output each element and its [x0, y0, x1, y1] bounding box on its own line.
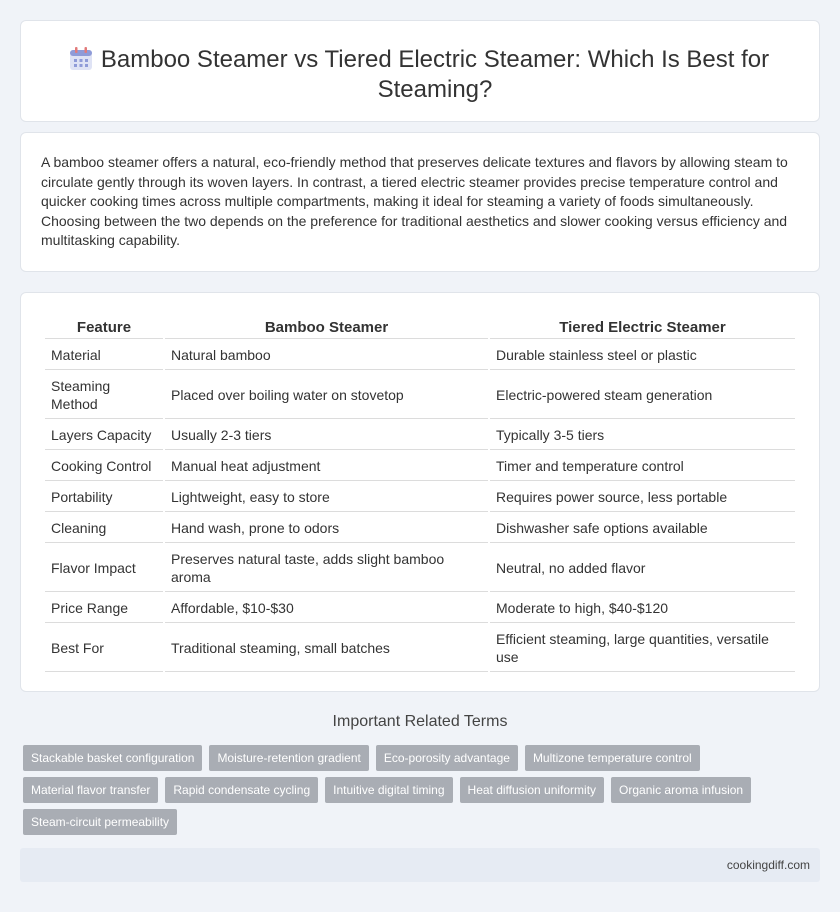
term-tag[interactable]: Organic aroma infusion [611, 777, 751, 803]
cell-electric: Timer and temperature control [490, 452, 795, 481]
intro-card [20, 132, 820, 272]
cell-feature: Layers Capacity [45, 421, 163, 450]
cell-electric: Typically 3-5 tiers [490, 421, 795, 450]
table-row [45, 594, 795, 623]
cell-electric: Electric-powered steam generation [490, 372, 795, 419]
cell-electric: Requires power source, less portable [490, 483, 795, 512]
intro-paragraph: A bamboo steamer offers a natural, eco-friendly method that preserves delicate textures and flavors by allowing steam to circulate gently through its woven layers. In contrast, a tiered electric steamer provides precise temperature control and quicker cooking times across multiple compartments, making it ideal for steaming a variety of foods simultaneously. Choosing between the two depends on the preference for traditional aesthetics and slower cooking versus efficiency and multitasking capability. [41, 154, 788, 248]
table-row [45, 514, 795, 543]
footer-site-link[interactable]: cookingdiff.com [726, 858, 810, 872]
comparison-table [43, 313, 797, 674]
cell-feature: Flavor Impact [45, 545, 163, 592]
table-row [45, 372, 795, 419]
term-tag[interactable]: Intuitive digital timing [325, 777, 452, 803]
cell-feature: Portability [45, 483, 163, 512]
cell-bamboo: Manual heat adjustment [165, 452, 488, 481]
cell-electric: Dishwasher safe options available [490, 514, 795, 543]
cell-bamboo: Affordable, $10-$30 [165, 594, 488, 623]
cell-electric: Efficient steaming, large quantities, versatile use [490, 625, 795, 672]
table-row [45, 341, 795, 370]
term-tag[interactable]: Rapid condensate cycling [165, 777, 318, 803]
term-tag[interactable]: Material flavor transfer [23, 777, 158, 803]
related-terms-title: Important Related Terms [332, 713, 508, 730]
cell-electric: Moderate to high, $40-$120 [490, 594, 795, 623]
cell-feature: Material [45, 341, 163, 370]
comparison-table-card [20, 292, 820, 692]
header-feature: Feature [45, 315, 163, 339]
term-tag[interactable]: Eco-porosity advantage [376, 745, 518, 771]
cell-electric: Durable stainless steel or plastic [490, 341, 795, 370]
term-tag[interactable]: Multizone temperature control [525, 745, 700, 771]
term-tag[interactable]: Heat diffusion uniformity [460, 777, 605, 803]
header-tiered-electric-steamer: Tiered Electric Steamer [490, 315, 795, 339]
table-header-row [45, 315, 795, 339]
cell-feature: Cleaning [45, 514, 163, 543]
cell-bamboo: Traditional steaming, small batches [165, 625, 488, 672]
footer-bar [20, 848, 820, 882]
table-row [45, 625, 795, 672]
cell-feature: Best For [45, 625, 163, 672]
term-tag[interactable]: Moisture-retention gradient [209, 745, 368, 771]
table-row [45, 545, 795, 592]
term-tag[interactable]: Stackable basket configuration [23, 745, 202, 771]
term-tag[interactable]: Steam-circuit permeability [23, 809, 177, 835]
table-row [45, 452, 795, 481]
cell-bamboo: Placed over boiling water on stovetop [165, 372, 488, 419]
cell-bamboo: Hand wash, prone to odors [165, 514, 488, 543]
related-terms-list [23, 745, 803, 835]
cell-feature: Steaming Method [45, 372, 163, 419]
cell-feature: Cooking Control [45, 452, 163, 481]
cell-bamboo: Preserves natural taste, adds slight bamboo aroma [165, 545, 488, 592]
table-row [45, 483, 795, 512]
header-card [20, 20, 820, 122]
header-bamboo-steamer: Bamboo Steamer [165, 315, 488, 339]
cell-bamboo: Natural bamboo [165, 341, 488, 370]
cell-bamboo: Lightweight, easy to store [165, 483, 488, 512]
page-title: Bamboo Steamer vs Tiered Electric Steamer: Which Is Best for Steaming? [100, 46, 770, 103]
cell-bamboo: Usually 2-3 tiers [165, 421, 488, 450]
cell-electric: Neutral, no added flavor [490, 545, 795, 592]
cell-feature: Price Range [45, 594, 163, 623]
table-row [45, 421, 795, 450]
